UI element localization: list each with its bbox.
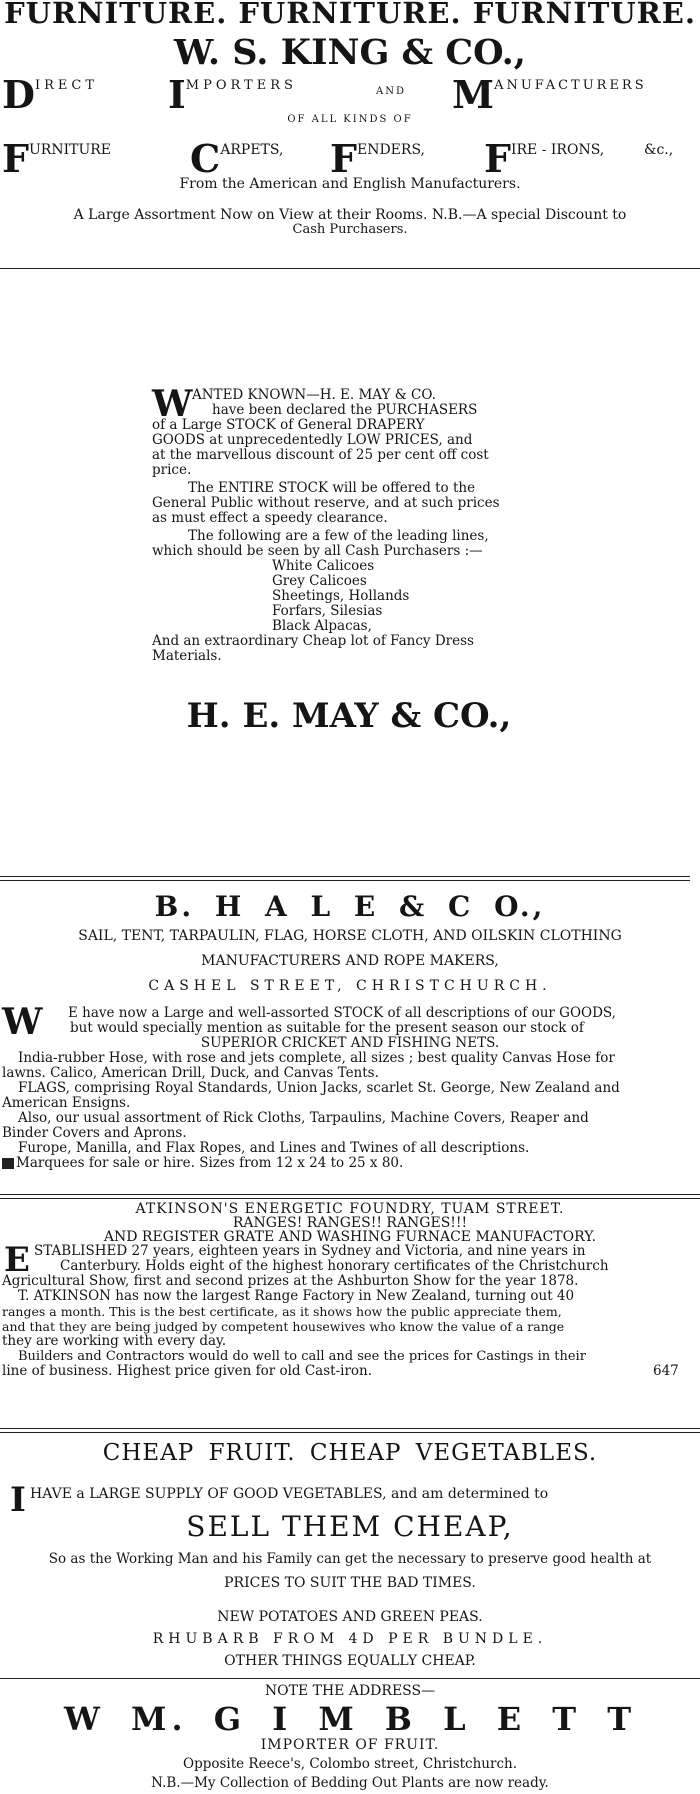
gimblett-line7: OTHER THINGS EQUALLY CHEAP. [224, 1653, 476, 1669]
hale-line1: SAIL, TENT, TARPAULIN, FLAG, HORSE CLOTH, AND OILSKIN CLOTHING [78, 928, 622, 944]
drop-letter: M [452, 72, 495, 112]
atkinson-line: they are working with every day. [2, 1333, 227, 1349]
list-item: White Calicoes [272, 558, 375, 574]
drop-letter: F [330, 136, 357, 176]
hale-line: FLAGS, comprising Royal Standards, Union Jacks, scarlet St. George, New Zealand and [18, 1080, 620, 1096]
and-word: AND [376, 86, 406, 97]
gimblett-line9: IMPORTER OF FRUIT. [260, 1737, 440, 1753]
atkinson-body [2, 1240, 698, 1379]
carpets-word [190, 136, 283, 176]
may-line: price. [152, 462, 192, 478]
hale-line: Furope, Manilla, and Flax Ropes, and Lines and Twines of all descriptions. [18, 1140, 530, 1156]
importers-word [168, 72, 297, 112]
hale-line: lawns. Calico, American Drill, Duck, and Canvas Tents. [2, 1065, 379, 1081]
gimblett-sell: SELL THEM CHEAP, [186, 1510, 514, 1543]
atkinson-line: and that they are being judged by competent housewives who know the value of a range [2, 1319, 565, 1334]
king-name: W. S. KING & CO., [174, 32, 526, 73]
furniture-word [2, 136, 111, 176]
drop-cap: E [4, 1240, 30, 1280]
hale-line2: MANUFACTURERS AND ROPE MAKERS, [201, 953, 499, 969]
atkinson-line3: AND REGISTER GRATE AND WASHING FURNACE MANUFACTORY. [103, 1229, 597, 1245]
gimblett-line10: Opposite Reece's, Colombo street, Christchurch. [183, 1756, 517, 1772]
may-line: The following are a few of the leading lines, [188, 528, 489, 544]
drop-letter: C [190, 136, 221, 176]
gimblett-line: HAVE a LARGE SUPPLY OF GOOD VEGETABLES, and am determined to [30, 1486, 549, 1502]
may-line: And an extraordinary Cheap lot of Fancy Dress [152, 633, 474, 649]
word-rest: ANUFACTURERS [494, 78, 647, 93]
hale-line: E have now a Large and well-assorted STOCK of all descriptions of our GOODS, [68, 1005, 616, 1021]
gimblett-line3: So as the Working Man and his Family can get the necessary to preserve good health at [48, 1551, 652, 1567]
atkinson-line: line of business. Highest price given for old Cast-iron. [2, 1363, 373, 1379]
hale-name: B. H A L E & C O., [154, 890, 546, 923]
hale-marquee-line [2, 1156, 698, 1171]
word-rest: ENDERS, [356, 142, 425, 158]
gimblett-name: W M. G I M B L E T T [63, 1700, 637, 1738]
king-cash: Cash Purchasers. [292, 222, 408, 237]
divider [0, 1428, 700, 1433]
gimblett-line5: NEW POTATOES AND GREEN PEAS. [217, 1609, 483, 1625]
king-from: From the American and English Manufacturers. [179, 176, 521, 192]
atkinson-opening [2, 1240, 698, 1280]
atkinson-line: STABLISHED 27 years, eighteen years in Sydney and Victoria, and nine years in [34, 1243, 586, 1259]
drop-letter: F [484, 136, 511, 176]
divider [0, 1194, 700, 1199]
king-assortment: A Large Assortment Now on View at their Rooms. N.B.—A special Discount to [73, 207, 627, 223]
etc-word: &c., [644, 142, 674, 158]
gimblett-line8: NOTE THE ADDRESS— [264, 1683, 436, 1699]
list-item: Forfars, Silesias [272, 603, 383, 619]
hale-line: SUPERIOR CRICKET AND FISHING NETS. [200, 1035, 500, 1051]
fenders-word [330, 136, 425, 176]
word-rest: IRECT [34, 78, 98, 93]
may-line: Materials. [152, 648, 222, 664]
atkinson-line1: ATKINSON'S ENERGETIC FOUNDRY, TUAM STREET. [135, 1201, 565, 1217]
word-rest: URNITURE [28, 142, 112, 158]
word-rest: MPORTERS [185, 78, 297, 93]
drop-letter: I [168, 72, 186, 112]
may-line: GOODS at unprecedentedly LOW PRICES, and [152, 432, 473, 448]
drop-cap: W [152, 383, 193, 425]
hale-line: Also, our usual assortment of Rick Cloths, Tarpaulins, Machine Covers, Reaper and [18, 1110, 589, 1126]
may-name: H. E. MAY & CO., [186, 696, 512, 736]
king-line1 [0, 72, 700, 112]
atkinson-last-line [2, 1364, 698, 1379]
divider [0, 268, 700, 269]
fire-irons-word [484, 136, 604, 176]
drop-cap: W [2, 1001, 43, 1043]
king-banner: FURNITURE. FURNITURE. FURNITURE. [4, 0, 696, 30]
gimblett-line11: N.B.—My Collection of Bedding Out Plants are now ready. [151, 1775, 549, 1791]
may-line: which should be seen by all Cash Purchasers :— [152, 543, 483, 559]
word-rest: IRE - IRONS, [510, 142, 605, 158]
may-advert [152, 383, 546, 664]
divider [0, 876, 690, 881]
divider [0, 1678, 700, 1679]
may-line: at the marvellous discount of 25 per cent off cost [152, 447, 489, 463]
atkinson-line: Canterbury. Holds eight of the highest honorary certificates of the Christchurch [60, 1258, 609, 1274]
king-of-all-kinds: OF ALL KINDS OF [287, 114, 413, 125]
drop-letter: D [2, 72, 35, 112]
may-line: as must effect a speedy clearance. [152, 510, 388, 526]
list-item: Grey Calicoes [272, 573, 367, 589]
atkinson-line: Agricultural Show, first and second prizes at the Ashburton Show for the year 1878. [2, 1273, 579, 1289]
may-line: of a Large STOCK of General DRAPERY [152, 417, 425, 433]
hale-line3: CASHEL STREET, CHRISTCHURCH. [148, 978, 552, 994]
atkinson-line: ranges a month. This is the best certificate, as it shows how the public appreciate them, [2, 1304, 562, 1319]
may-line: General Public without reserve, and at such prices [152, 495, 500, 511]
gimblett-line4: PRICES TO SUIT THE BAD TIMES. [224, 1575, 476, 1591]
atkinson-ad-number: 647 [653, 1363, 679, 1379]
word-rest: ARPETS, [220, 142, 284, 158]
atkinson-line: T. ATKINSON has now the largest Range Factory in New Zealand, turning out 40 [18, 1288, 575, 1304]
gimblett-title: CHEAP FRUIT. CHEAP VEGETABLES. [102, 1440, 598, 1466]
pointing-hand-icon [2, 1158, 14, 1169]
atkinson-line: Builders and Contractors would do well to call and see the prices for Castings in their [18, 1349, 586, 1364]
hale-line: but would specially mention as suitable for the present season our stock of [70, 1020, 584, 1036]
may-line: The ENTIRE STOCK will be offered to the [188, 480, 476, 496]
hale-body [2, 1001, 698, 1171]
hale-line: Marquees for sale or hire. Sizes from 12 x 24 to 25 x 80. [16, 1155, 404, 1171]
atkinson-line2: RANGES! RANGES!! RANGES!!! [232, 1215, 468, 1231]
drop-cap: I [10, 1480, 26, 1520]
list-item: Black Alpacas, [272, 618, 372, 634]
manufacturers-word [452, 72, 647, 112]
hale-line: Binder Covers and Aprons. [2, 1125, 187, 1141]
hale-line: American Ensigns. [2, 1095, 131, 1111]
may-line: have been declared the PURCHASERS [212, 402, 478, 418]
drop-letter: F [2, 136, 29, 176]
may-line: ANTED KNOWN—H. E. MAY & CO. [192, 387, 436, 403]
direct-word [2, 72, 98, 112]
king-line2 [0, 136, 700, 176]
list-item: Sheetings, Hollands [272, 588, 410, 604]
gimblett-line6: RHUBARB FROM 4D PER BUNDLE. [152, 1631, 548, 1647]
hale-line: India-rubber Hose, with rose and jets complete, all sizes ; best quality Canvas Hose for [18, 1050, 615, 1066]
